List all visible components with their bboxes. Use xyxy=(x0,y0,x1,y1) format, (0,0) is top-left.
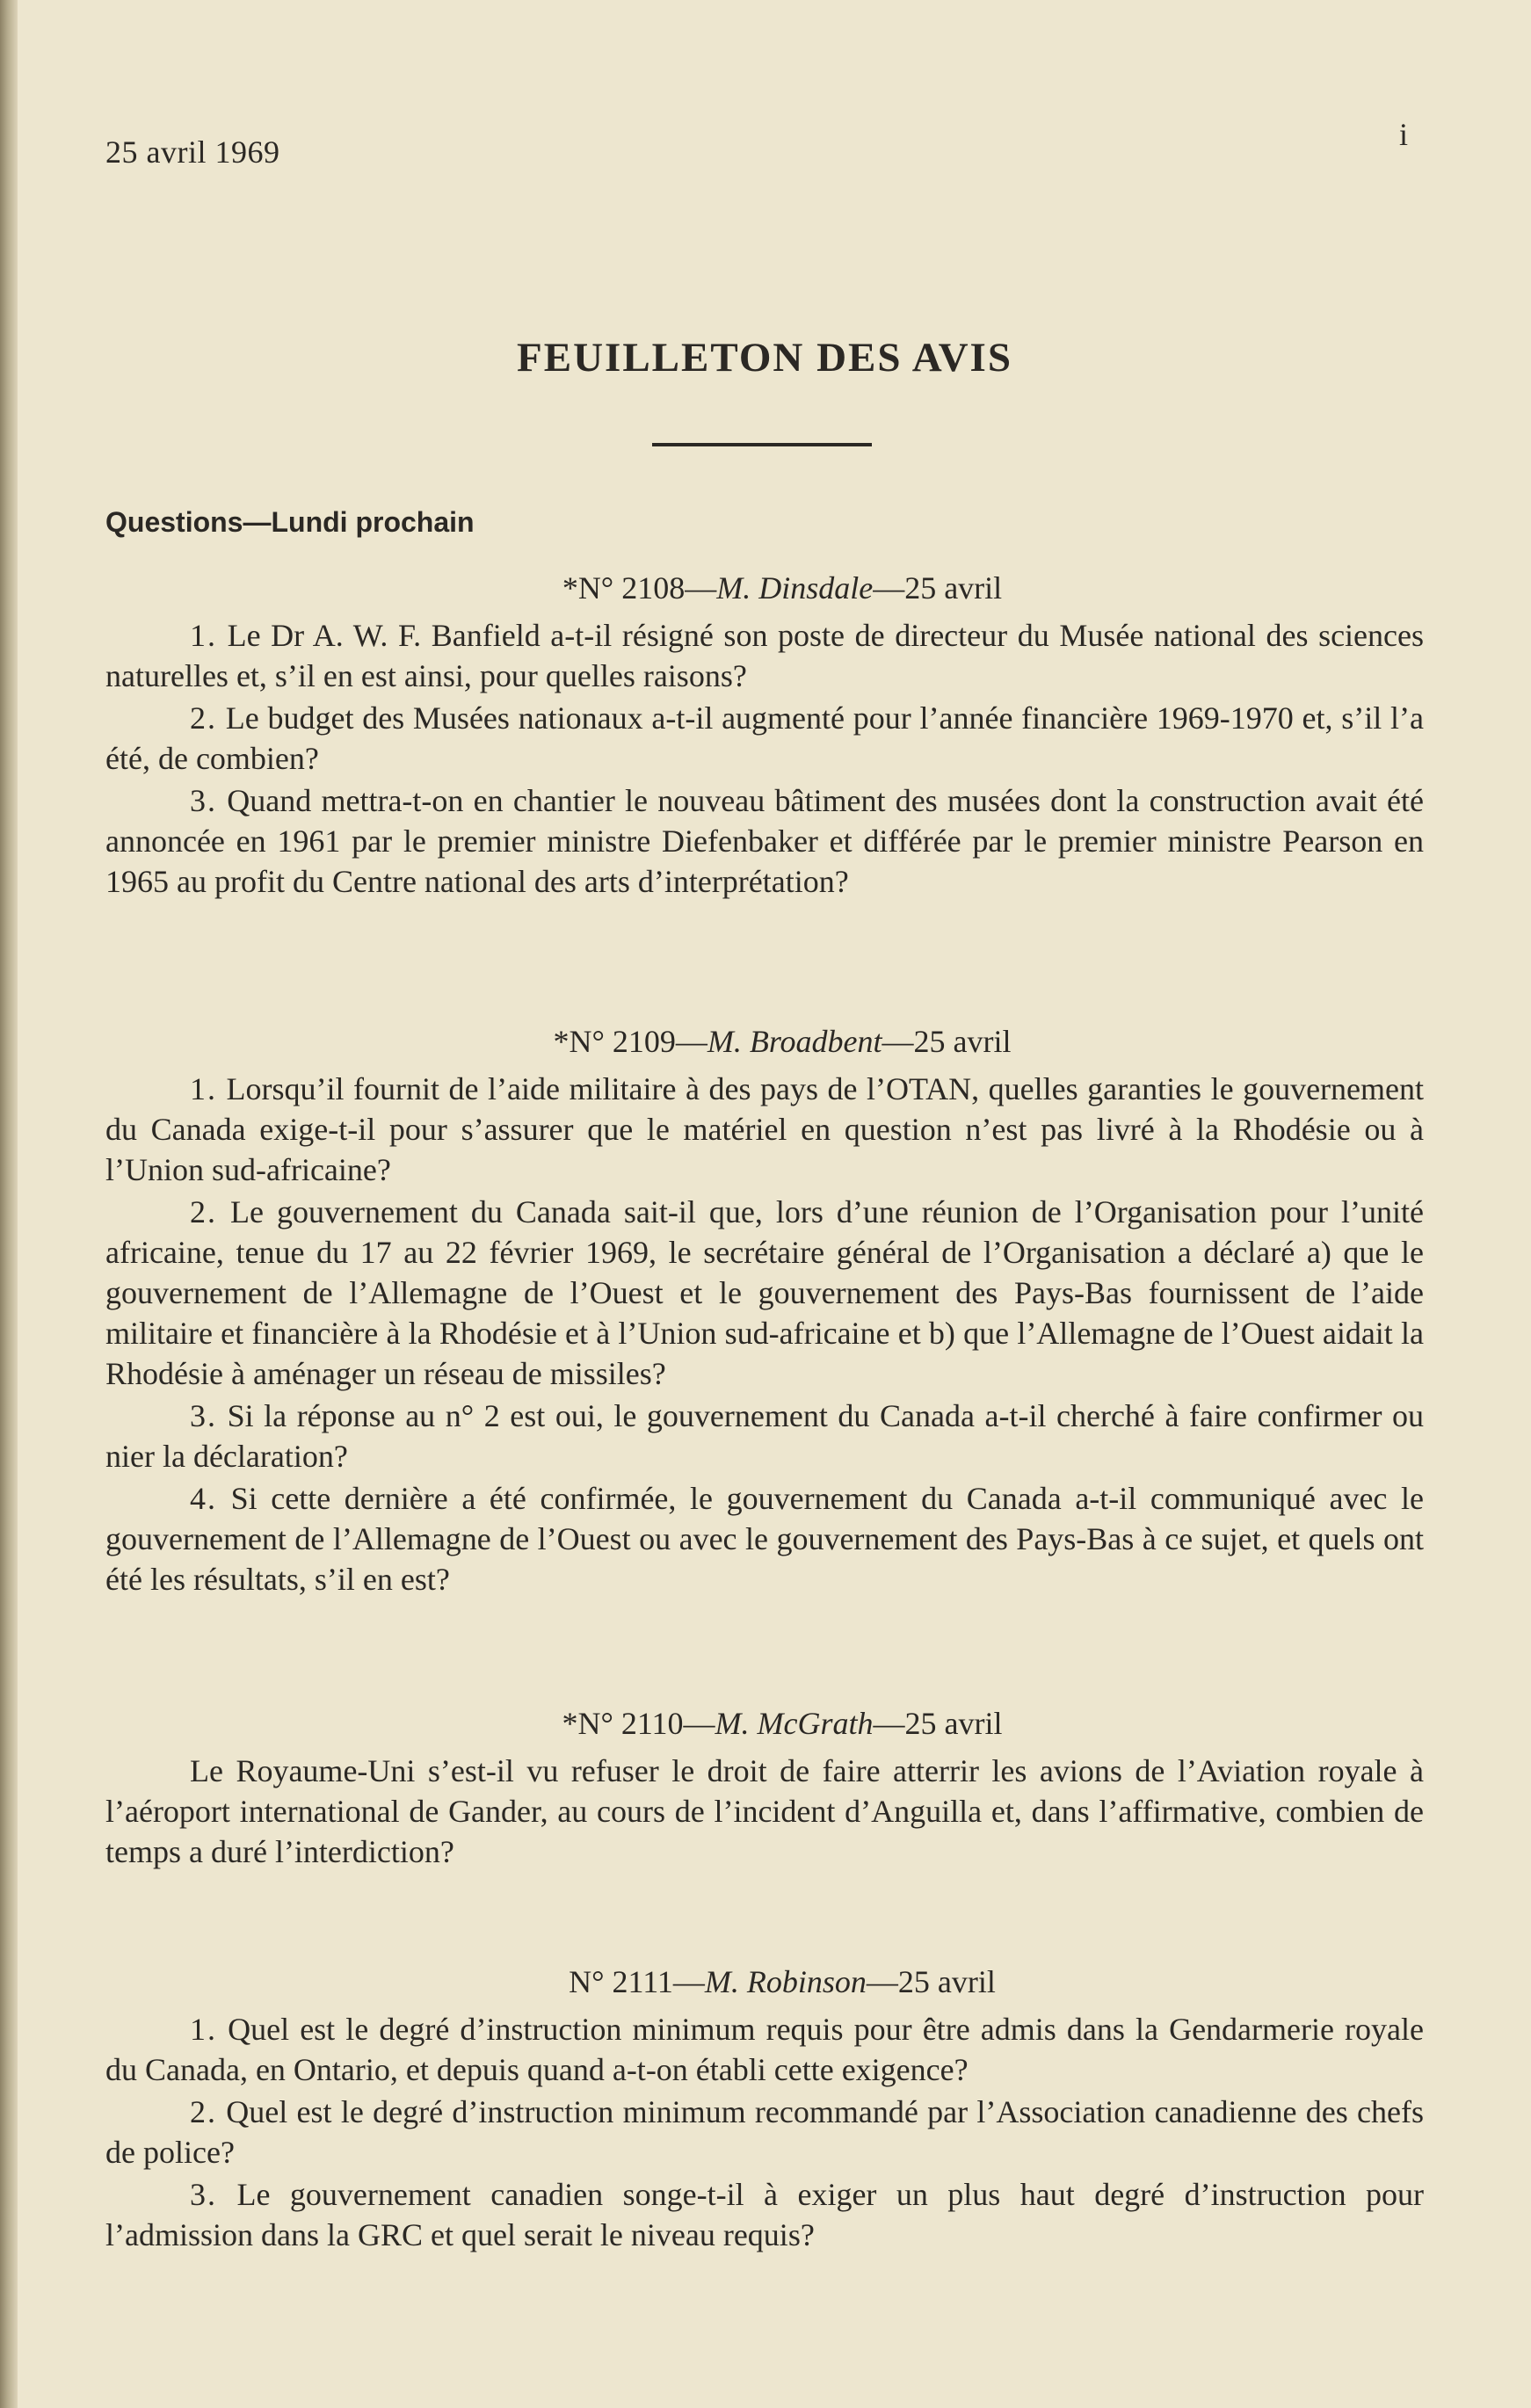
question-number: N° 2111— xyxy=(569,1964,705,1999)
question-paragraph xyxy=(105,2174,1424,2255)
question-date: —25 avril xyxy=(866,1964,996,1999)
question-paragraph xyxy=(105,1069,1424,1190)
paragraph-number: 4. xyxy=(190,1481,217,1516)
question-member: M. McGrath xyxy=(715,1706,874,1741)
paragraph-text: Le gouvernement canadien songe-t-il à exiger un plus haut degré d’instruction pour l’admission dans la GRC et quel serait le niveau requis? xyxy=(105,2177,1425,2252)
page-title: FEUILLETON DES AVIS xyxy=(517,335,1012,381)
question-number: *N° 2108— xyxy=(562,570,717,606)
question-paragraph xyxy=(105,1478,1424,1599)
question-paragraph xyxy=(105,615,1424,696)
question-date: —25 avril xyxy=(873,1706,1003,1741)
paragraph-number: 2. xyxy=(190,2094,217,2129)
page-binding-edge xyxy=(0,0,18,2408)
page-number: i xyxy=(1399,117,1409,152)
question-paragraph xyxy=(105,698,1424,779)
question-date: —25 avril xyxy=(873,570,1003,606)
question-member: M. Robinson xyxy=(704,1964,867,1999)
paragraph-number: 1. xyxy=(190,1071,217,1106)
question-2109 xyxy=(105,1021,1424,1601)
question-header xyxy=(105,568,1424,608)
question-paragraph xyxy=(105,780,1424,902)
paragraph-number: 3. xyxy=(190,1398,217,1433)
question-2111 xyxy=(105,1962,1424,2257)
paragraph-number: 2. xyxy=(190,700,217,736)
question-header xyxy=(105,1962,1424,2002)
question-member: M. Broadbent xyxy=(707,1024,882,1059)
question-number: *N° 2110— xyxy=(562,1706,715,1741)
paragraph-text: Si cette dernière a été confirmée, le gouvernement du Canada a-t-il communiqué avec le gouvernement de l’Allemagne de l’Ouest ou avec le gouvernement des Pays-Bas à ce sujet, et quels ont été les résultats, s’il en est? xyxy=(105,1481,1425,1597)
question-member: M. Dinsdale xyxy=(716,570,874,606)
paragraph-number: 3. xyxy=(190,783,217,818)
question-number: *N° 2109— xyxy=(553,1024,707,1059)
paragraph-text: Le Royaume-Uni s’est-il vu refuser le droit de faire atterrir les avions de l’Aviation royale à l’aéroport international de Gander, au cours de l’incident d’Anguilla et, dans l’affirmative, combien de temps a duré l’interdiction? xyxy=(105,1753,1424,1869)
question-paragraph xyxy=(105,1751,1424,1872)
paragraph-number: 1. xyxy=(190,618,217,653)
paragraph-text: Quel est le degré d’instruction minimum requis pour être admis dans la Gendarmerie royale du Canada, en Ontario, et depuis quand a-t-on établi cette exigence? xyxy=(105,2012,1425,2087)
paragraph-text: Si la réponse au n° 2 est oui, le gouvernement du Canada a-t-il cherché à faire confirmer ou nier la déclaration? xyxy=(105,1398,1424,1474)
paragraph-text: Le Dr A. W. F. Banfield a-t-il résigné son poste de directeur du Musée national des sciences naturelles et, s’il en est ainsi, pour quelles raisons? xyxy=(105,618,1425,693)
question-date: —25 avril xyxy=(882,1024,1012,1059)
question-paragraph xyxy=(105,1192,1424,1394)
question-header xyxy=(105,1021,1424,1062)
section-heading: Questions—Lundi prochain xyxy=(105,506,475,538)
paragraph-text: Le gouvernement du Canada sait-il que, lors d’une réunion de l’Organisation pour l’unité africaine, tenue du 17 au 22 février 1969, le secrétaire général de l’Organisation a déclaré a) que le gouvernement de l’Allemagne de l’Ouest et le gouvernement des Pays-Bas fournissent de l’aide militaire et financière à la Rhodésie et à l’Union sud-africaine et b) que l’Allemagne de l’Ouest aidait la Rhodésie à aménager un réseau de missiles? xyxy=(105,1194,1425,1391)
paragraph-number: 1. xyxy=(190,2012,217,2047)
notice-paper-page xyxy=(105,0,1441,2408)
question-paragraph xyxy=(105,1396,1424,1476)
paragraph-text: Lorsqu’il fournit de l’aide militaire à des pays de l’OTAN, quelles garanties le gouvernement du Canada exige-t-il pour s’assurer que le matériel en question n’est pas livré à la Rhodésie ou à l’Union sud-africaine? xyxy=(105,1071,1425,1187)
question-2110 xyxy=(105,1703,1424,1874)
paragraph-text: Quel est le degré d’instruction minimum recommandé par l’Association canadienne des chefs de police? xyxy=(105,2094,1425,2170)
question-2108 xyxy=(105,568,1424,903)
paragraph-number: 3. xyxy=(190,2177,217,2212)
title-divider xyxy=(652,443,872,446)
question-header xyxy=(105,1703,1424,1744)
paragraph-text: Le budget des Musées nationaux a-t-il augmenté pour l’année financière 1969-1970 et, s’il l’a été, de combien? xyxy=(105,700,1424,776)
question-paragraph xyxy=(105,2009,1424,2090)
question-paragraph xyxy=(105,2092,1424,2172)
header-date: 25 avril 1969 xyxy=(105,134,280,170)
paragraph-text: Quand mettra-t-on en chantier le nouveau bâtiment des musées dont la construction avait été annoncée en 1961 par le premier ministre Diefenbaker et différée par le premier ministre Pearson en 1965 au profit du Centre national des arts d’interprétation? xyxy=(105,783,1425,899)
paragraph-number: 2. xyxy=(190,1194,217,1229)
